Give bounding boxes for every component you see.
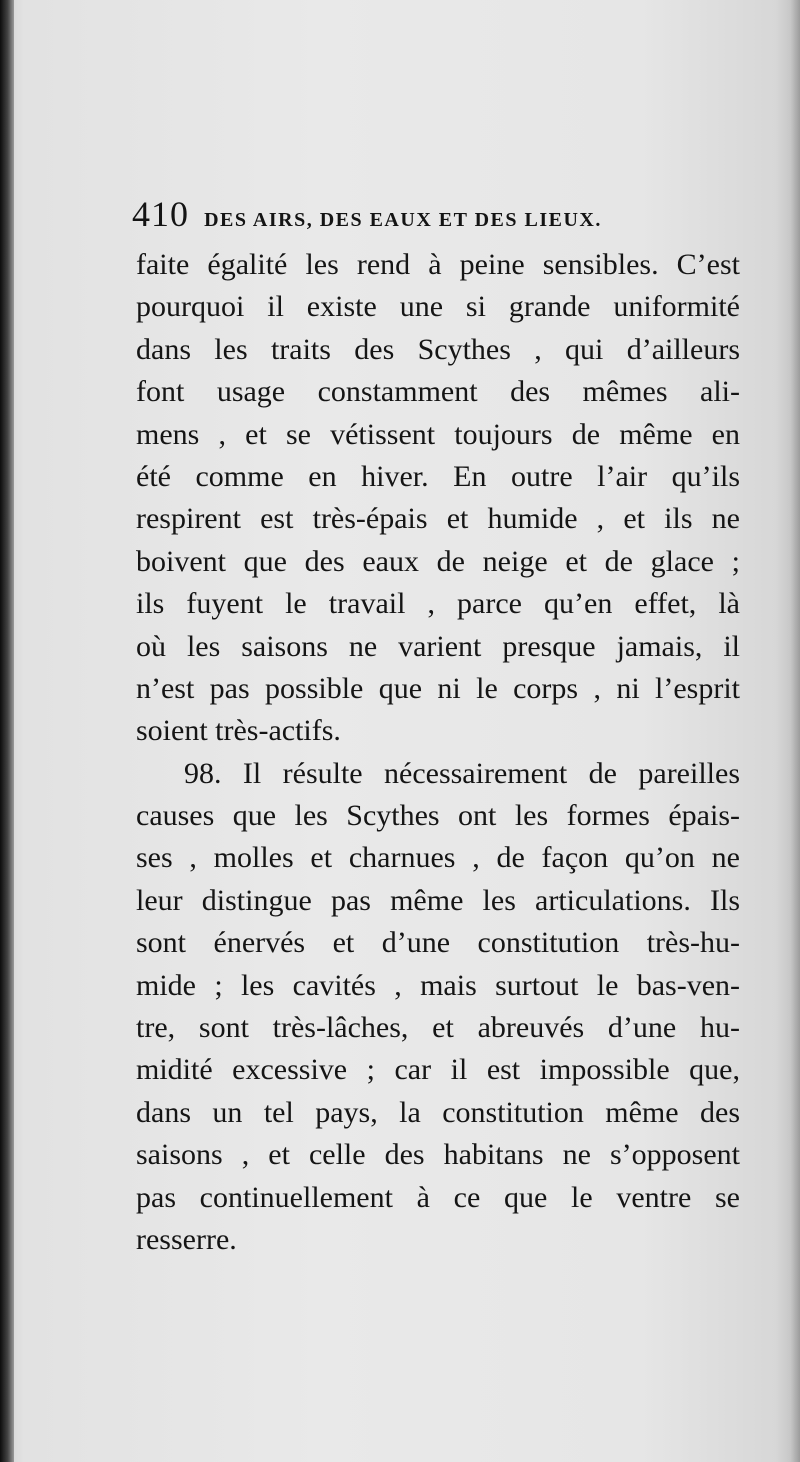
text-line: ils fuyent le travail , parce qu’en effet, là bbox=[136, 587, 740, 621]
text-line: causes que les Scythes ont les formes épais- bbox=[136, 799, 740, 833]
text-line: faite égalité les rend à peine sensibles. C’est bbox=[136, 248, 740, 281]
text-line: ses , molles et charnues , de façon qu’on ne bbox=[136, 841, 740, 875]
running-head bbox=[132, 193, 702, 233]
paragraph-end-line: resserre. bbox=[136, 1222, 237, 1256]
page-number: 410 bbox=[132, 194, 189, 234]
text-line: saisons , et celle des habitans ne s’opposent bbox=[136, 1138, 740, 1172]
text-line: été comme en hiver. En outre l’air qu’ils bbox=[136, 459, 740, 493]
text-line: mide ; les cavités , mais surtout le bas-ven- bbox=[136, 968, 740, 1002]
text-line: mens , et se vétissent toujours de même en bbox=[136, 417, 740, 451]
text-line: boivent que des eaux de neige et de glace ; bbox=[136, 544, 740, 578]
text-line: sont énervés et d’une constitution très-hu- bbox=[136, 926, 740, 960]
paragraph-start-line: 98. Il résulte nécessairement de pareilles bbox=[184, 756, 740, 790]
paragraph-end-line: soient très-actifs. bbox=[136, 714, 341, 748]
text-line: leur distingue pas même les articulations. Ils bbox=[136, 883, 740, 917]
page-edge bbox=[790, 0, 800, 1462]
body-text bbox=[136, 244, 740, 1261]
text-line: dans un tel pays, la constitution même des bbox=[136, 1095, 740, 1129]
text-line: pourquoi il existe une si grande uniformité bbox=[136, 290, 740, 324]
text-line: pas continuellement à ce que le ventre se bbox=[136, 1180, 740, 1214]
running-title: DES AIRS, DES EAUX ET DES LIEUX. bbox=[204, 209, 602, 231]
text-line: midité excessive ; car il est impossible que, bbox=[136, 1053, 740, 1087]
text-line: tre, sont très-lâches, et abreuvés d’une hu- bbox=[136, 1011, 740, 1045]
text-line: font usage constamment des mêmes ali- bbox=[136, 375, 740, 409]
text-line: où les saisons ne varient presque jamais, il bbox=[136, 629, 740, 663]
text-line: n’est pas possible que ni le corps , ni l’esprit bbox=[136, 671, 740, 705]
text-line: dans les traits des Scythes , qui d’ailleurs bbox=[136, 332, 740, 366]
text-line: respirent est très-épais et humide , et ils ne bbox=[136, 502, 740, 536]
page-gutter-shadow bbox=[0, 0, 14, 1462]
